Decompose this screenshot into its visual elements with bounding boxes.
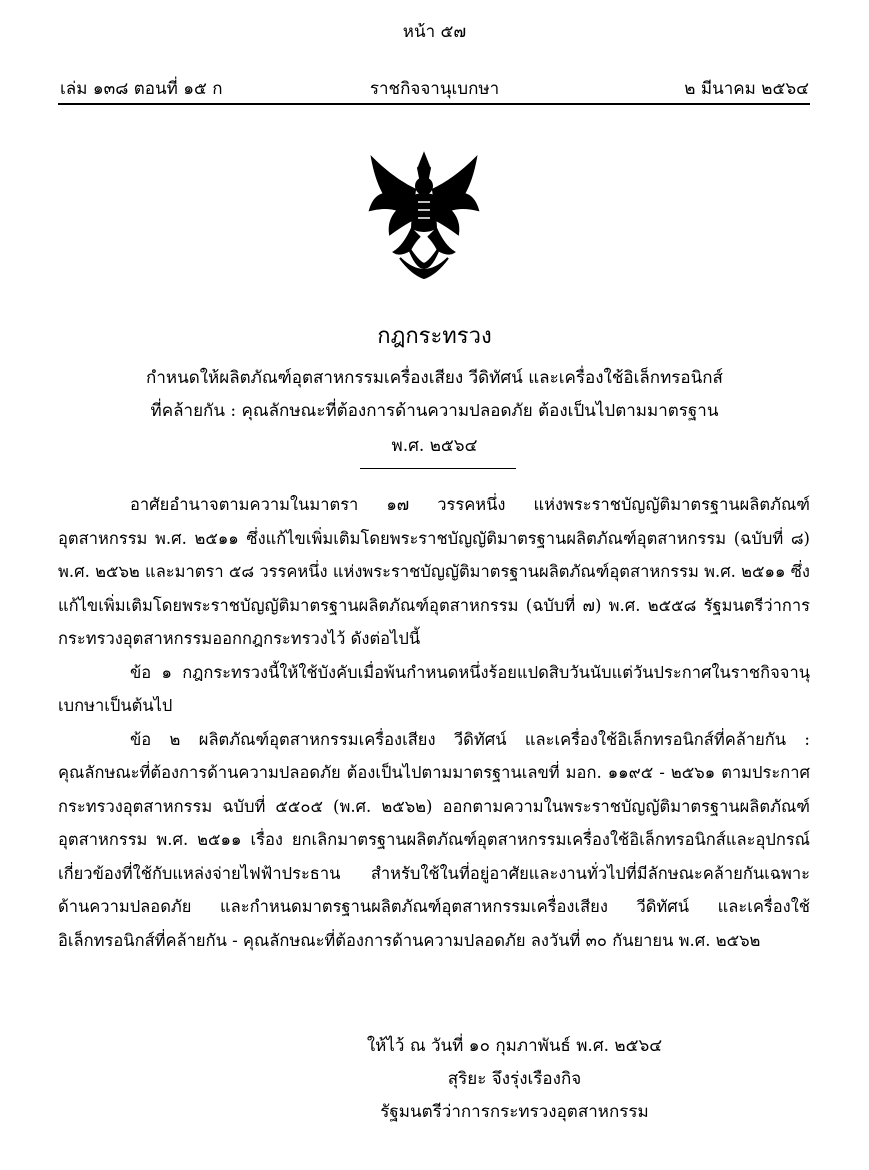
document-subtitle-line-1: กำหนดให้ผลิตภัณฑ์อุตสาหกรรมเครื่องเสียง วีดิทัศน์ และเครื่องใช้อิเล็กทรอนิกส์ xyxy=(146,368,723,388)
header-divider xyxy=(58,103,810,105)
document-subtitle-line-2: ที่คล้ายกัน : คุณลักษณะที่ต้องการด้านความปลอดภัย ต้องเป็นไปตามมาตรฐาน xyxy=(150,401,719,421)
title-divider xyxy=(360,468,516,469)
signing-date: ให้ไว้ ณ วันที่ ๑๐ กุมภาพันธ์ พ.ศ. ๒๕๖๔ xyxy=(366,1036,663,1056)
preamble-paragraph: อาศัยอำนาจตามความในมาตรา ๑๗ วรรคหนึ่ง แห่งพระราชบัญญัติมาตรฐานผลิตภัณฑ์อุตสาหกรรม พ.ศ. ๒๕๑๑ ซึ่งแก้ไขเพิ่มเติมโดยพระราชบัญญัติมาตรฐานผลิตภัณฑ์อุตสาหกรรม (ฉบับที่ ๘) พ.ศ. ๒๕๖๒ และมาตรา ๕๘ วรรคหนึ่ง แห่งพระราชบัญญัติมาตรฐานผลิตภัณฑ์อุตสาหกรรม พ.ศ. ๒๕๑๑ ซึ่งแก้ไขเพิ่มเติมโดยพระราชบัญญัติมาตรฐานผลิตภัณฑ์อุตสาหกรรม (ฉบับที่ ๗) พ.ศ. ๒๕๕๘ รัฐมนตรีว่าการกระทรวงอุตสาหกรรมออกกฎกระทรวงไว้ ดังต่อไปนี้ xyxy=(58,495,810,648)
document-title: กฎกระทรวง xyxy=(377,324,492,349)
document-body xyxy=(58,488,810,957)
volume-info: เล่ม ๑๓๘ ตอนที่ ๑๕ ก xyxy=(60,79,223,99)
clause-2-paragraph: ข้อ ๒ ผลิตภัณฑ์อุตสาหกรรมเครื่องเสียง วีดิทัศน์ และเครื่องใช้อิเล็กทรอนิกส์ที่คล้ายกัน : คุณลักษณะที่ต้องการด้านความปลอดภัย ต้องเป็นไปตามมาตรฐานเลขที่ มอก. ๑๑๙๕ - ๒๕๖๑ ตามประกาศกระทรวงอุตสาหกรรม ฉบับที่ ๕๕๐๕ (พ.ศ. ๒๕๖๒) ออกตามความในพระราชบัญญัติมาตรฐานผลิตภัณฑ์อุตสาหกรรม พ.ศ. ๒๕๑๑ เรื่อง ยกเลิกมาตรฐานผลิตภัณฑ์อุตสาหกรรมเครื่องใช้อิเล็กทรอนิกส์และอุปกรณ์เกี่ยวข้องที่ใช้กับแหล่งจ่ายไฟฟ้าประธาน สำหรับใช้ในที่อยู่อาศัยและงานทั่วไปที่มีลักษณะคล้ายกันเฉพาะด้านความปลอดภัย และกำหนดมาตรฐานผลิตภัณฑ์อุตสาหกรรมเครื่องเสียง วีดิทัศน์ และเครื่องใช้อิเล็กทรอนิกส์ที่คล้ายกัน - คุณลักษณะที่ต้องการด้านความปลอดภัย ลงวันที่ ๓๐ กันยายน พ.ศ. ๒๕๖๒ xyxy=(58,729,810,950)
document-subtitle-year: พ.ศ. ๒๕๖๔ xyxy=(391,436,478,456)
publication-date: ๒ มีนาคม ๒๕๖๔ xyxy=(684,79,809,99)
page-number: หน้า ๕๗ xyxy=(402,22,467,42)
publication-name: ราชกิจจานุเบกษา xyxy=(369,79,500,99)
clause-1-paragraph: ข้อ ๑ กฎกระทรวงนี้ให้ใช้บังคับเมื่อพ้นกำหนดหนึ่งร้อยแปดสิบวันนับแต่วันประกาศในราชกิจจานุเบกษาเป็นต้นไป xyxy=(58,662,810,715)
signatory-name: สุริยะ จึงรุ่งเรืองกิจ xyxy=(447,1069,582,1089)
signatory-position: รัฐมนตรีว่าการกระทรวงอุตสาหกรรม xyxy=(380,1102,649,1122)
garuda-emblem-icon xyxy=(364,150,484,290)
